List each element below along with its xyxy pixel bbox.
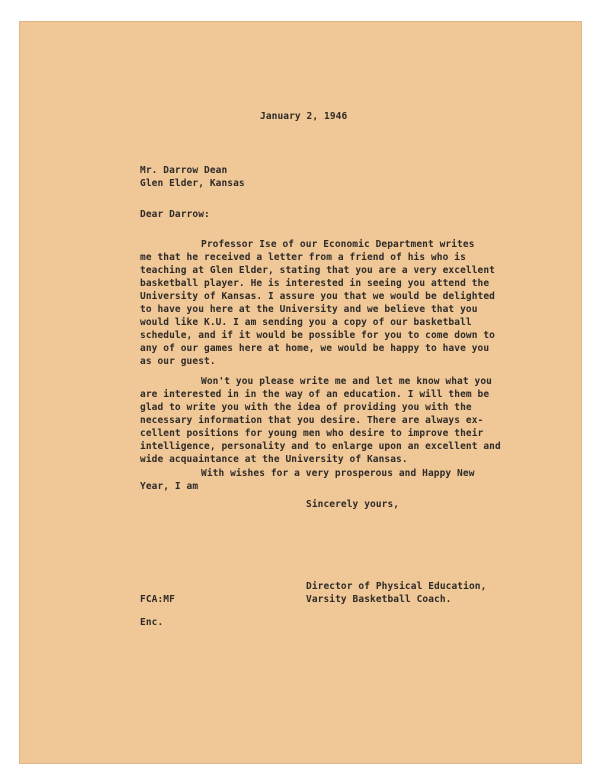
body-line: are interested in in the way of an education. I will them be xyxy=(140,389,490,400)
body-line: glad to write you with the idea of providing you with the xyxy=(140,402,472,413)
body-line: Professor Ise of our Economic Department writes xyxy=(201,239,475,250)
body-line: schedule, and if it would be possible for you to come down to xyxy=(140,330,495,341)
body-line: With wishes for a very prosperous and Happy New xyxy=(201,468,475,479)
enclosure-note: Enc. xyxy=(140,617,164,628)
signature-title-1: Director of Physical Education, xyxy=(306,581,487,592)
body-line: wide acquaintance at the University of Kansas. xyxy=(140,454,408,465)
body-line: Year, I am xyxy=(140,481,199,492)
typist-initials: FCA:MF xyxy=(140,594,175,605)
body-line: as our guest. xyxy=(140,356,216,367)
body-line: would like K.U. I am sending you a copy of our basketball xyxy=(140,317,472,328)
body-line: Won't you please write me and let me know what you xyxy=(201,376,492,387)
body-line: basketball player. He is interested in seeing you attend the xyxy=(140,278,490,289)
recipient-location: Glen Elder, Kansas xyxy=(140,178,245,189)
body-line: to have you here at the University and we believe that you xyxy=(140,304,478,315)
body-line: teaching at Glen Elder, stating that you are a very excellent xyxy=(140,265,495,276)
body-line: necessary information that you desire. There are always ex- xyxy=(140,415,484,426)
body-line: intelligence, personality and to enlarge upon an excellent and xyxy=(140,441,501,452)
recipient-name: Mr. Darrow Dean xyxy=(140,165,228,176)
closing: Sincerely yours, xyxy=(306,499,400,510)
body-line: me that he received a letter from a friend of his who is xyxy=(140,252,466,263)
signature-title-2: Varsity Basketball Coach. xyxy=(306,594,452,605)
body-line: any of our games here at home, we would be happy to have you xyxy=(140,343,490,354)
letter-date: January 2, 1946 xyxy=(260,111,348,122)
body-line: University of Kansas. I assure you that we would be delighted xyxy=(140,291,495,302)
salutation: Dear Darrow: xyxy=(140,209,210,220)
body-line: cellent positions for young men who desire to improve their xyxy=(140,428,484,439)
